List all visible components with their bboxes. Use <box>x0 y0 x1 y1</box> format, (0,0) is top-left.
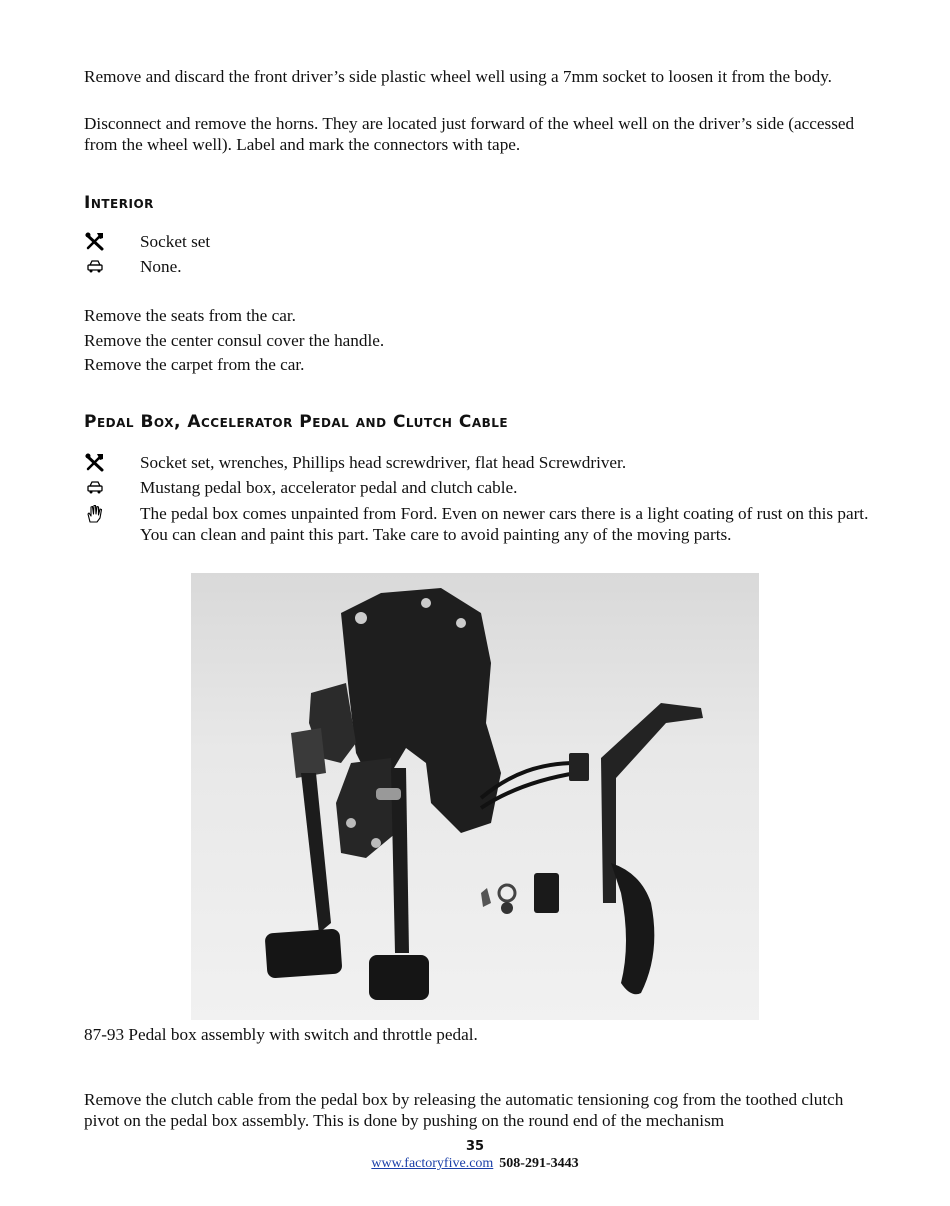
tools-icon <box>84 453 106 473</box>
website-link[interactable]: www.factoryfive.com <box>371 1156 494 1171</box>
interior-step-1: Remove the seats from the car. <box>84 306 296 325</box>
interior-step-3: Remove the carpet from the car. <box>84 355 305 374</box>
pedal-box-photo <box>191 573 759 1020</box>
page-number: 35 <box>465 1139 485 1154</box>
phone-number: 508-291-3443 <box>499 1156 579 1171</box>
photo-caption: 87-93 Pedal box assembly with switch and throttle pedal. <box>84 1025 478 1044</box>
pedal-tools-text: Socket set, wrenches, Phillips head screwdriver, flat head Screwdriver. <box>140 453 627 472</box>
pedal-body-paragraph: Remove the clutch cable from the pedal box by releasing the automatic tensioning cog from the toothed clutch pivot on the pedal box assembly. This is done by pushing on the round end of the mechanism <box>84 1090 844 1130</box>
intro-paragraph-2: Disconnect and remove the horns. They are located just forward of the wheel well on the driver’s side (accessed from the wheel well). Label and mark the connectors with tape. <box>84 114 855 154</box>
section-heading-interior: Interior <box>84 193 154 213</box>
hand-icon <box>84 504 106 524</box>
footer-contact <box>0 1156 950 1172</box>
interior-tools-text: Socket set <box>140 232 211 251</box>
car-icon <box>84 478 106 498</box>
intro-paragraph-1: Remove and discard the front driver’s side plastic wheel well using a 7mm socket to loosen it from the body. <box>84 67 832 86</box>
section-heading-pedal-box: Pedal Box, Accelerator Pedal and Clutch Cable <box>84 412 509 432</box>
pedal-parts-text: Mustang pedal box, accelerator pedal and clutch cable. <box>140 478 518 497</box>
tools-icon <box>84 232 106 252</box>
pedal-note-text: The pedal box comes unpainted from Ford. Even on newer cars there is a light coating of rust on this part. You can clean and paint this part. Take care to avoid painting any of the moving parts. <box>140 504 869 544</box>
interior-parts-text: None. <box>140 257 182 276</box>
car-icon <box>84 257 106 277</box>
interior-step-2: Remove the center consul cover the handle. <box>84 331 385 350</box>
